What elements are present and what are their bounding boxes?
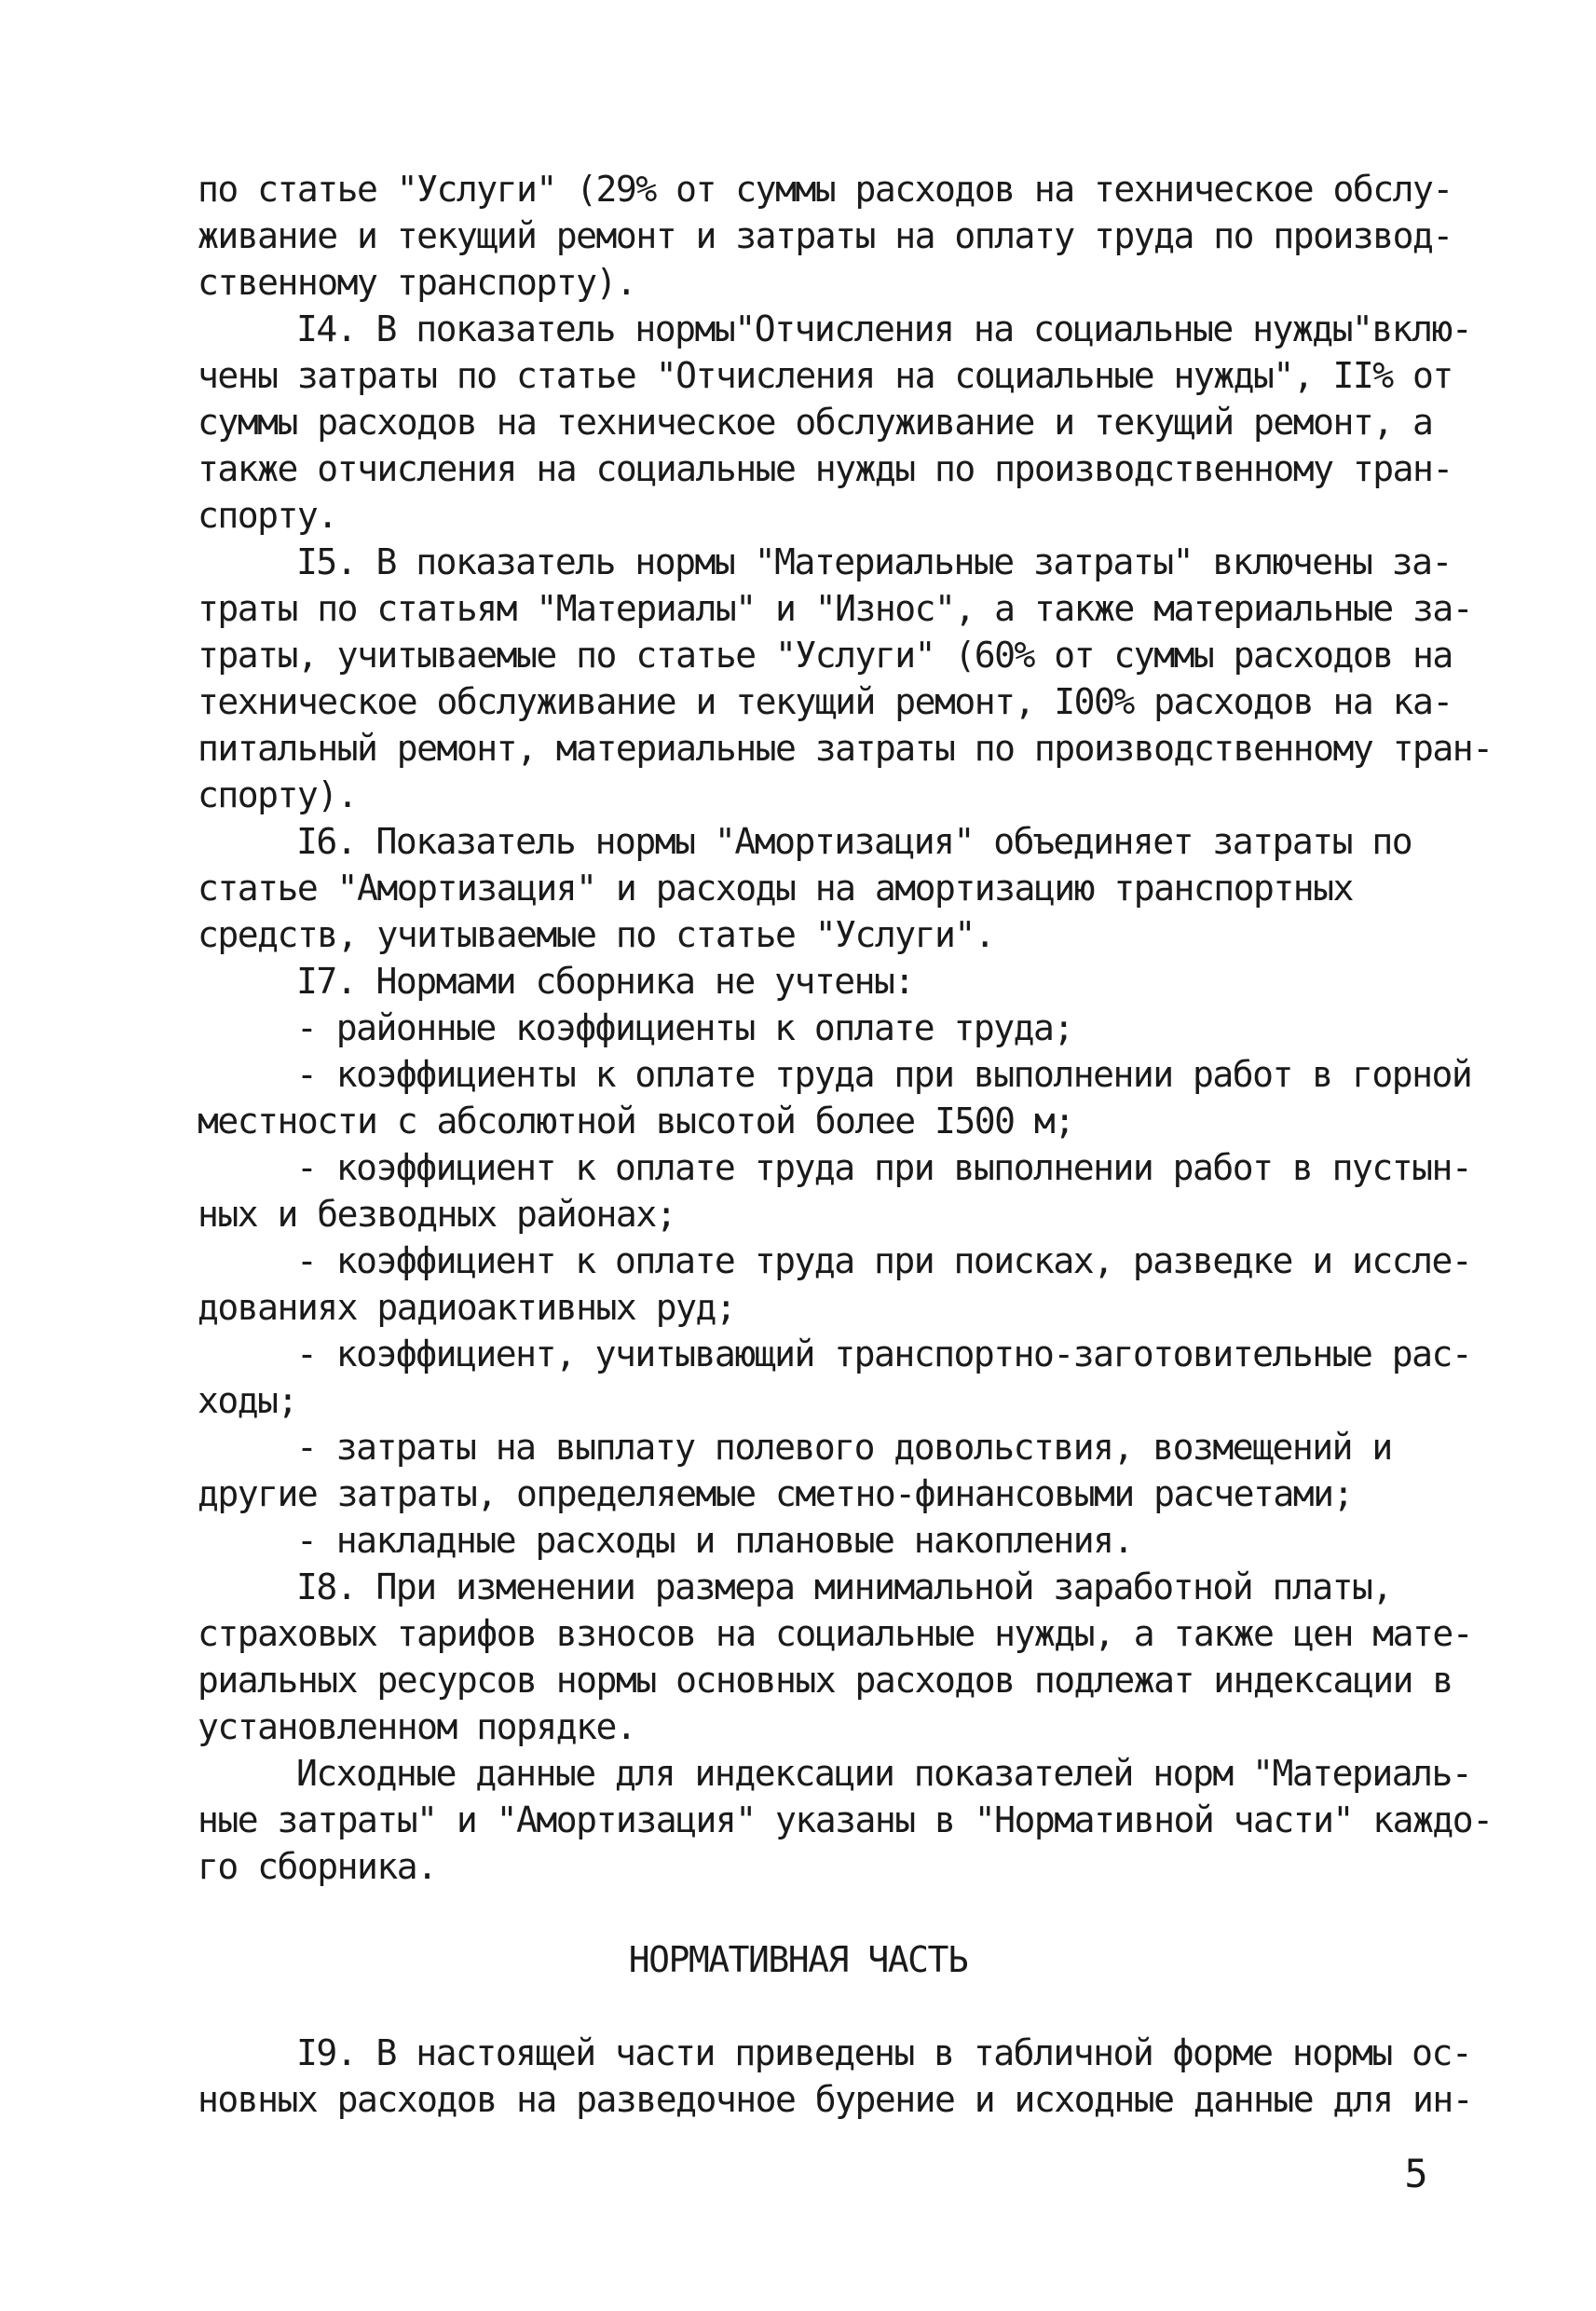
text-line: спорту). <box>198 774 358 815</box>
text-line: по статье "Услуги" (29% от суммы расходов на техническое обслу- <box>198 169 1453 210</box>
text-line: спорту. <box>198 495 337 536</box>
text-line: ходы; <box>198 1380 297 1421</box>
list-item: - районные коэффициенты к оплате труда; <box>296 1007 1073 1048</box>
text-line: установленном порядке. <box>198 1706 636 1747</box>
text-line: суммы расходов на техническое обслуживание и текущий ремонт, а <box>198 402 1433 443</box>
paragraph-14-first-line: I4. В показатель нормы"Отчисления на социальные нужды"вклю- <box>296 308 1472 349</box>
paragraph-17-first-line: I7. Нормами сборника не учтены: <box>296 961 914 1002</box>
text-line: живание и текущий ремонт и затраты на оплату труда по производ- <box>198 215 1453 256</box>
paragraph-16-first-line: I6. Показатель нормы "Амортизация" объединяет затраты по <box>296 821 1412 862</box>
list-item: - затраты на выплату полевого довольствия, возмещений и <box>296 1427 1392 1468</box>
list-item: - коэффициент, учитывающий транспортно-заготовительные рас- <box>296 1333 1472 1374</box>
section-heading: НОРМАТИВНАЯ ЧАСТЬ <box>628 1939 968 1980</box>
text-line: страховых тарифов взносов на социальные нужды, а также цен мате- <box>198 1613 1473 1654</box>
text-line: дованиях радиоактивных руд; <box>198 1287 736 1328</box>
text-line: траты, учитываемые по статье "Услуги" (60% от суммы расходов на <box>198 635 1453 676</box>
text-line: ственному транспорту). <box>198 262 636 303</box>
text-line: другие затраты, определяемые сметно-финансовыми расчетами; <box>198 1473 1353 1514</box>
text-line: траты по статьям "Материалы" и "Износ", а также материальные за- <box>198 588 1473 629</box>
list-item: - коэффициент к оплате труда при поисках, разведке и иссле- <box>296 1240 1472 1281</box>
text-line: местности с абсолютной высотой более I500 м; <box>198 1101 1074 1142</box>
paragraph-indexation-first-line: Исходные данные для индексации показателей норм "Материаль- <box>296 1753 1472 1794</box>
page-number: 5 <box>1404 2151 1428 2196</box>
text-line: также отчисления на социальные нужды по производственному тран- <box>198 448 1453 489</box>
text-line: техническое обслуживание и текущий ремонт, I00% расходов на ка- <box>198 681 1453 722</box>
paragraph-18-first-line: I8. При изменении размера минимальной заработной платы, <box>296 1566 1392 1607</box>
list-item: - коэффициенты к оплате труда при выполнении работ в горной <box>296 1054 1472 1095</box>
text-line: ные затраты" и "Амортизация" указаны в "Нормативной части" каждо- <box>198 1799 1493 1840</box>
text-line: питальный ремонт, материальные затраты по производственному тран- <box>198 728 1493 769</box>
text-line: го сборника. <box>198 1846 437 1887</box>
text-line: средств, учитываемые по статье "Услуги". <box>198 914 995 955</box>
text-line: чены затраты по статье "Отчисления на социальные нужды", II% от <box>198 355 1453 396</box>
paragraph-15-first-line: I5. В показатель нормы "Материальные затраты" включены за- <box>296 541 1452 582</box>
list-item: - коэффициент к оплате труда при выполнении работ в пустын- <box>296 1147 1472 1188</box>
text-line: ных и безводных районах; <box>198 1194 676 1235</box>
text-line: статье "Амортизация" и расходы на амортизацию транспортных <box>198 868 1353 909</box>
text-line: риальных ресурсов нормы основных расходов подлежат индексации в <box>198 1660 1453 1701</box>
list-item: - накладные расходы и плановые накопления. <box>296 1520 1133 1561</box>
text-line: новных расходов на разведочное бурение и исходные данные для ин- <box>198 2079 1473 2120</box>
paragraph-19-first-line: I9. В настоящей части приведены в табличной форме нормы ос- <box>296 2032 1472 2073</box>
